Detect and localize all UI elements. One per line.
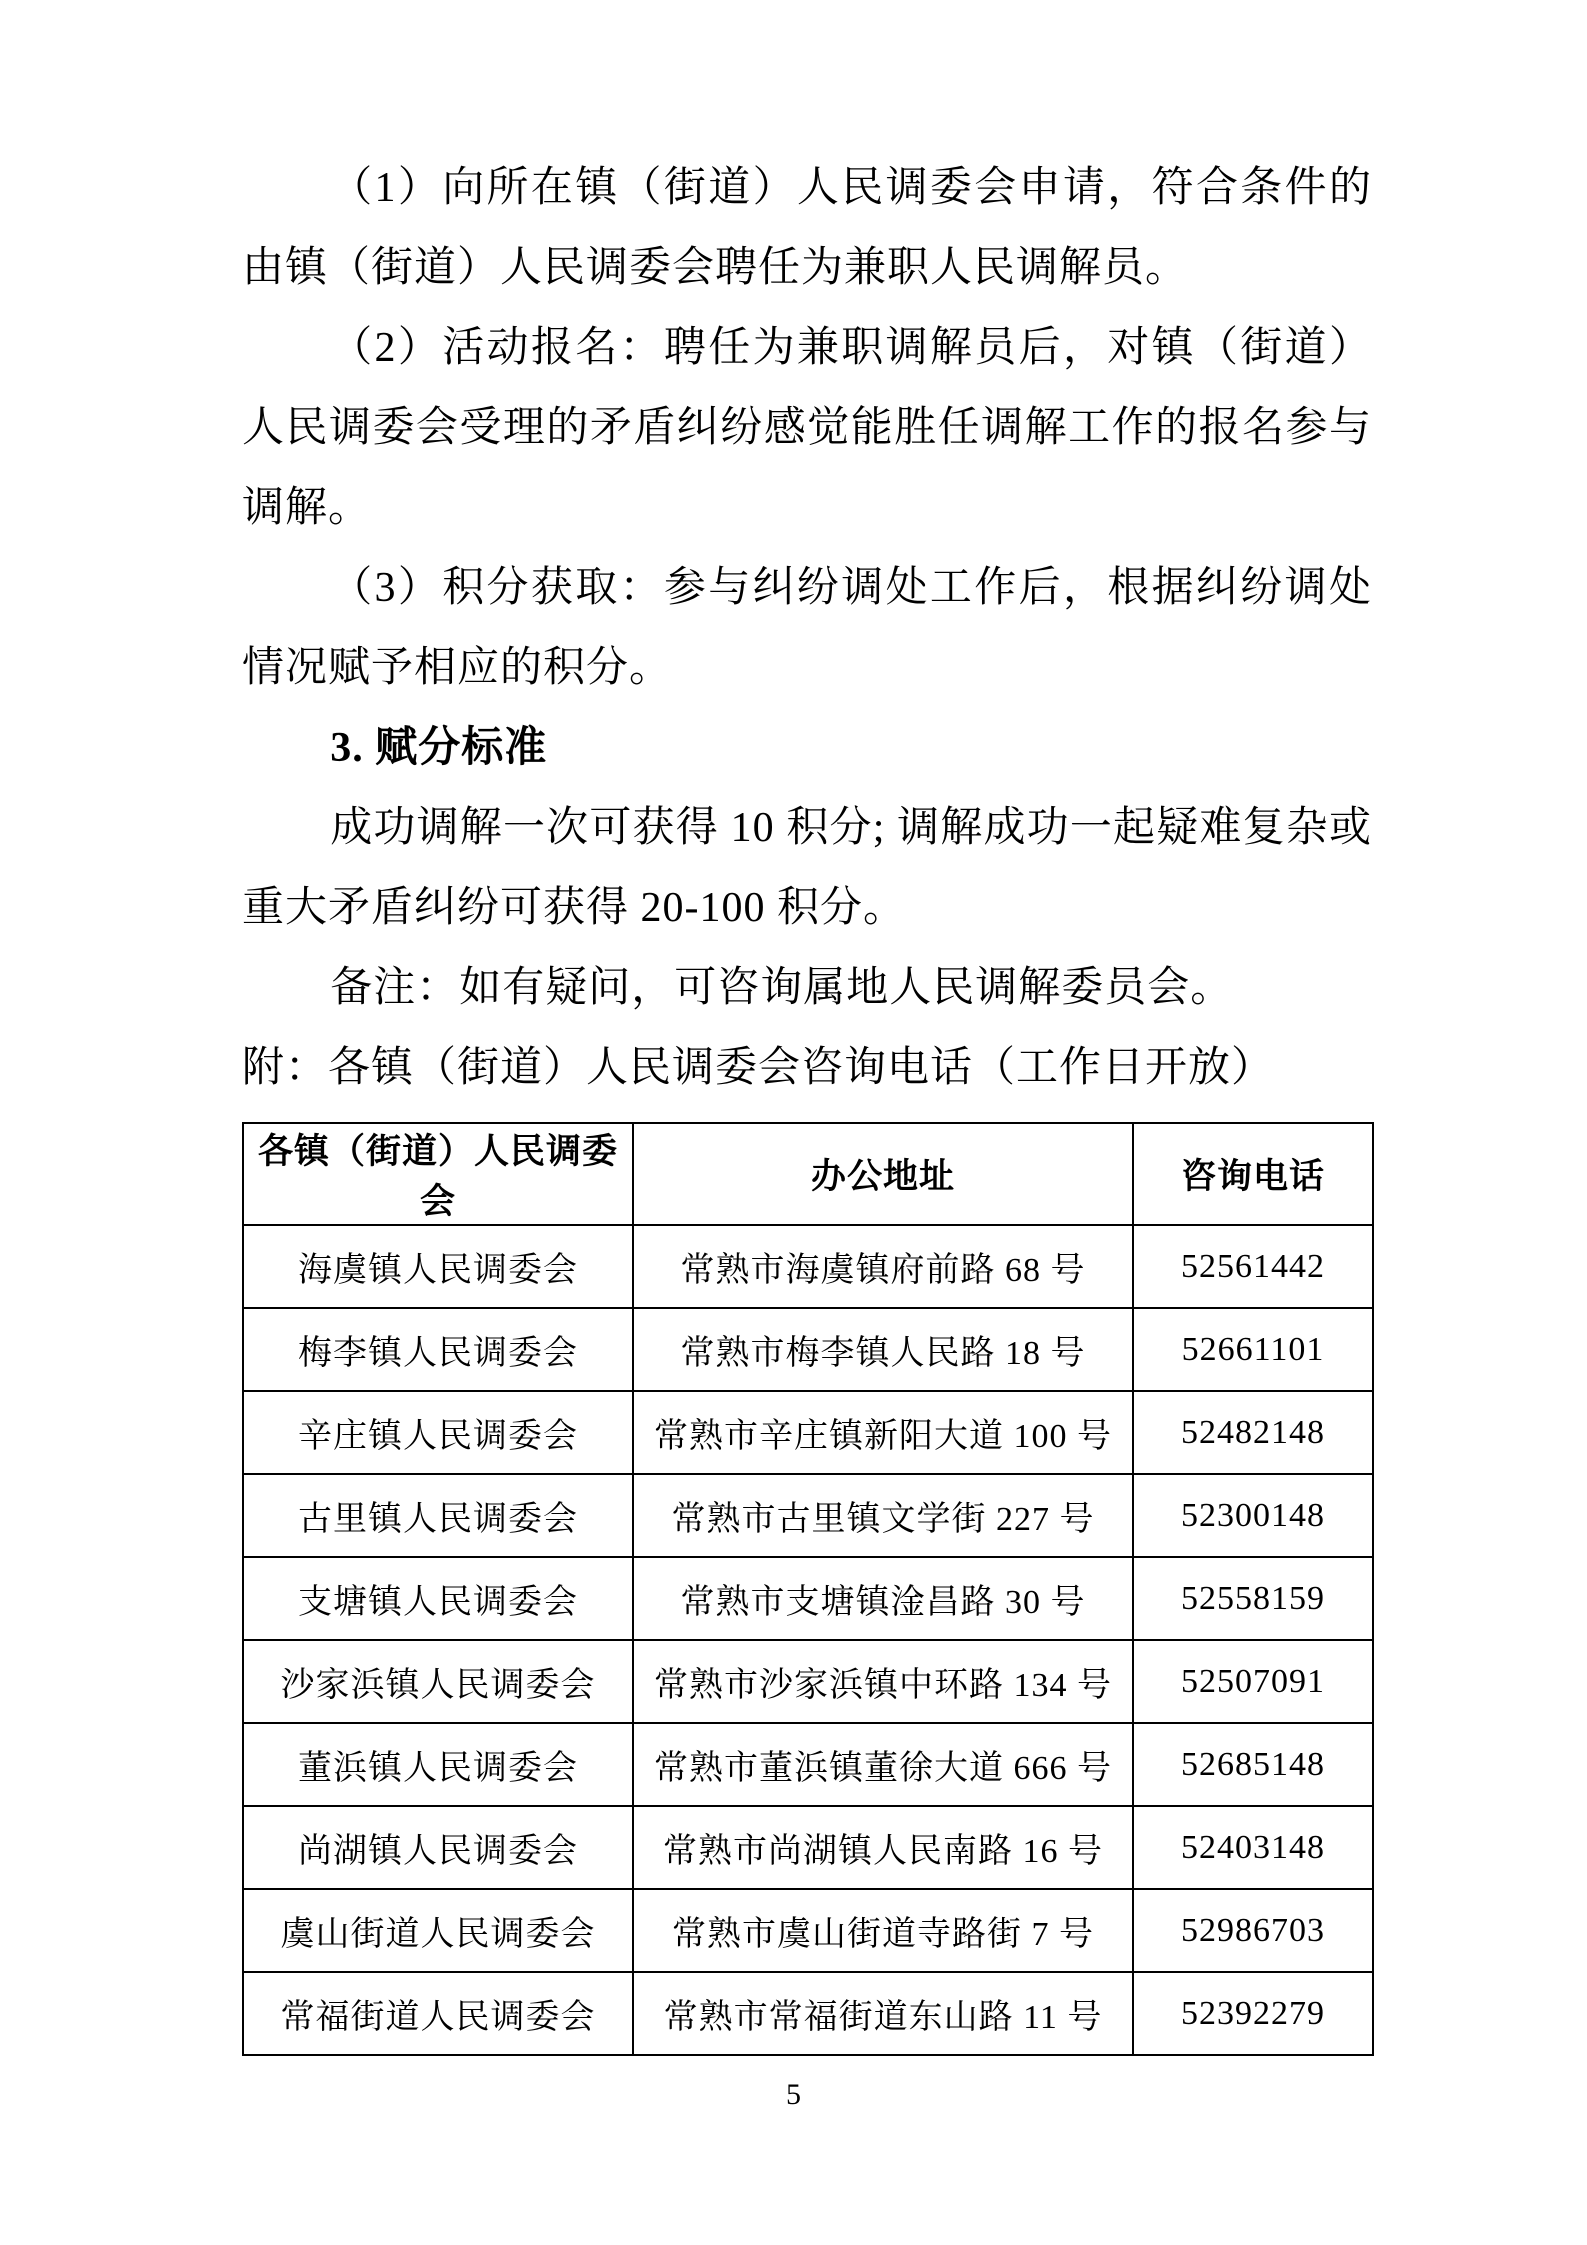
committee-cell: 辛庄镇人民调委会	[243, 1391, 633, 1474]
header-address: 办公地址	[633, 1123, 1133, 1225]
address-cell: 常熟市董浜镇董徐大道 666 号	[633, 1723, 1133, 1806]
phone-cell: 52507091	[1133, 1640, 1373, 1723]
committee-cell: 常福街道人民调委会	[243, 1972, 633, 2055]
attachment-note: 附：各镇（街道）人民调委会咨询电话（工作日开放）	[242, 1045, 1275, 1091]
address-cell: 常熟市海虞镇府前路 68 号	[633, 1225, 1133, 1308]
paragraph-scoring-detail: 成功调解一次可获得 10 积分; 调解成功一起疑难复杂或重大矛盾纠纷可获得 20-100 积分。	[242, 805, 1372, 931]
committee-cell: 尚湖镇人民调委会	[243, 1806, 633, 1889]
table-row	[243, 1391, 1373, 1474]
phone-cell: 52986703	[1133, 1889, 1373, 1972]
table-row	[243, 1308, 1373, 1391]
header-phone: 咨询电话	[1133, 1123, 1373, 1225]
phone-cell: 52392279	[1133, 1972, 1373, 2055]
address-cell: 常熟市辛庄镇新阳大道 100 号	[633, 1391, 1133, 1474]
address-cell: 常熟市支塘镇淦昌路 30 号	[633, 1557, 1133, 1640]
phone-cell: 52300148	[1133, 1474, 1373, 1557]
address-cell: 常熟市古里镇文学街 227 号	[633, 1474, 1133, 1557]
committee-cell: 董浜镇人民调委会	[243, 1723, 633, 1806]
address-cell: 常熟市虞山街道寺路街 7 号	[633, 1889, 1133, 1972]
address-cell: 常熟市梅李镇人民路 18 号	[633, 1308, 1133, 1391]
committee-cell: 梅李镇人民调委会	[243, 1308, 633, 1391]
paragraph-remark: 备注：如有疑问，可咨询属地人民调解委员会。	[330, 965, 1234, 1011]
committee-cell: 海虞镇人民调委会	[243, 1225, 633, 1308]
paragraph-signup: （2）活动报名：聘任为兼职调解员后，对镇（街道）人民调委会受理的矛盾纠纷感觉能胜任调解工作的报名参与调解。	[242, 325, 1372, 531]
address-cell: 常熟市尚湖镇人民南路 16 号	[633, 1806, 1133, 1889]
table-row	[243, 1723, 1373, 1806]
phone-cell: 52685148	[1133, 1723, 1373, 1806]
phone-cell: 52482148	[1133, 1391, 1373, 1474]
table-row	[243, 1806, 1373, 1889]
address-cell: 常熟市常福街道东山路 11 号	[633, 1972, 1133, 2055]
heading-scoring-standard: 3. 赋分标准	[330, 725, 548, 771]
paragraph-points-obtain: （3）积分获取：参与纠纷调处工作后，根据纠纷调处情况赋予相应的积分。	[242, 565, 1372, 691]
committee-cell: 沙家浜镇人民调委会	[243, 1640, 633, 1723]
address-cell: 常熟市沙家浜镇中环路 134 号	[633, 1640, 1133, 1723]
committee-cell: 虞山街道人民调委会	[243, 1889, 633, 1972]
table-row	[243, 1640, 1373, 1723]
phone-cell: 52661101	[1133, 1308, 1373, 1391]
document-content	[242, 148, 1372, 2056]
phone-cell: 52403148	[1133, 1806, 1373, 1889]
table-row	[243, 1557, 1373, 1640]
table-row	[243, 1225, 1373, 1308]
paragraph-apply: （1）向所在镇（街道）人民调委会申请，符合条件的由镇（街道）人民调委会聘任为兼职人民调解员。	[242, 165, 1372, 291]
committee-cell: 古里镇人民调委会	[243, 1474, 633, 1557]
table-header-row	[243, 1123, 1373, 1225]
table-row	[243, 1474, 1373, 1557]
phone-cell: 52558159	[1133, 1557, 1373, 1640]
table-row	[243, 1889, 1373, 1972]
page-number: 5	[786, 2078, 801, 2111]
phone-cell: 52561442	[1133, 1225, 1373, 1308]
header-committee: 各镇（街道）人民调委会	[243, 1123, 633, 1225]
committee-cell: 支塘镇人民调委会	[243, 1557, 633, 1640]
phone-table	[242, 1122, 1374, 2056]
table-row	[243, 1972, 1373, 2055]
